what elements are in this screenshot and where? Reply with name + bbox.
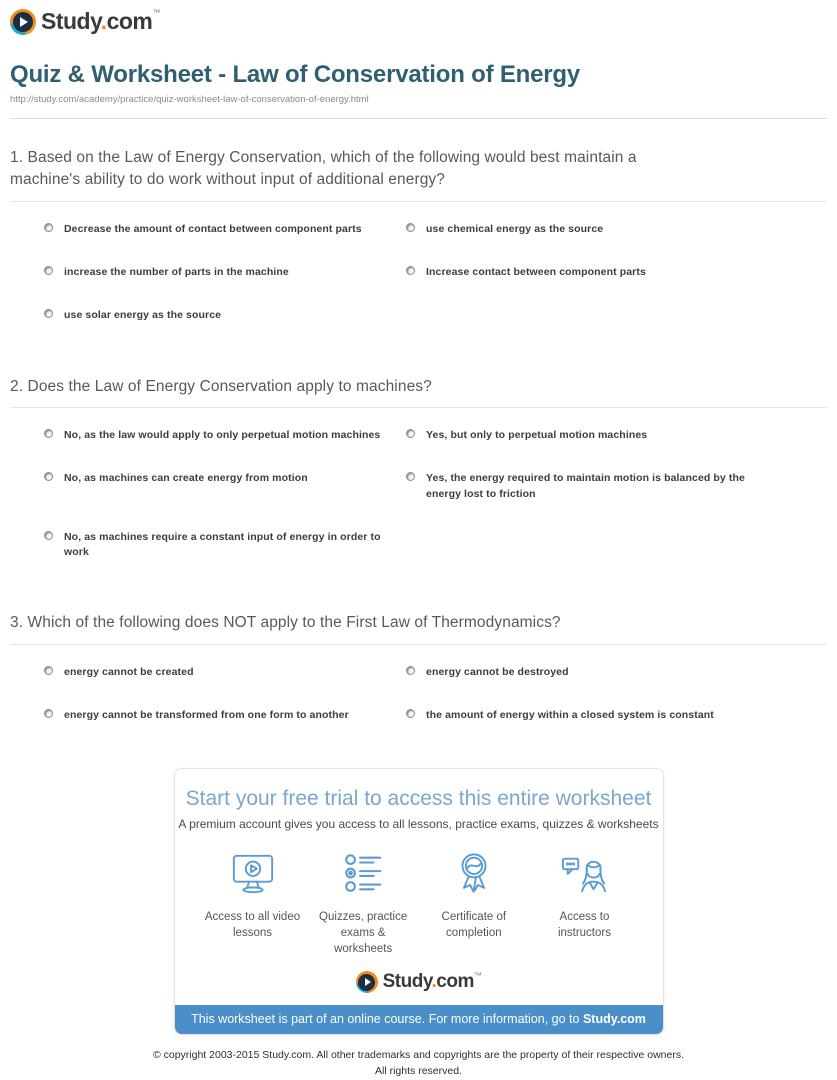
radio-button-icon[interactable] [406,666,415,675]
free-trial-card [174,768,664,1035]
copyright-line-2: All rights reserved. [375,1065,462,1078]
answer-option[interactable] [406,265,768,280]
study-logo-text: Study.com™ [41,8,160,34]
radio-button-icon[interactable] [44,472,53,481]
feature-quizzes [311,851,415,957]
answer-option[interactable] [44,222,406,237]
radio-button-icon[interactable] [44,429,53,438]
answer-option[interactable] [44,265,406,280]
play-circle-icon [356,971,378,993]
answer-options [44,665,827,723]
feature-list [175,831,663,957]
question-2 [10,376,827,561]
option-label: No, as machines require a constant input of energy in order to work [64,530,381,558]
option-label: Yes, the energy required to maintain motion is balanced by the energy lost to friction [426,472,745,500]
monitor-play-icon [230,851,276,902]
option-label: increase the number of parts in the machine [64,266,289,279]
feature-certificate [422,851,526,957]
question-3 [10,612,827,723]
option-label: No, as machines can create energy from motion [64,472,308,485]
answer-option[interactable] [406,428,768,443]
radio-button-icon[interactable] [406,472,415,481]
option-label: energy cannot be transformed from one form to another [64,708,349,721]
course-info-banner [175,1005,663,1034]
answer-option[interactable] [44,708,406,723]
copyright-footer [10,1048,827,1080]
answer-option[interactable] [44,530,406,560]
play-circle-icon [10,9,36,35]
radio-button-icon[interactable] [44,266,53,275]
divider [10,201,827,202]
feature-label: Certificate of completion [441,911,507,940]
question-text: 1. Based on the Law of Energy Conservation, which of the following would best maintain a machine's ability to do work without input of additional energy? [10,149,637,189]
answer-options [44,428,827,560]
radio-button-icon[interactable] [44,666,53,675]
answer-option[interactable] [44,428,406,443]
option-label: Yes, but only to perpetual motion machines [426,429,648,442]
option-label: Increase contact between component parts [426,266,646,279]
answer-option[interactable] [406,471,768,501]
answer-option[interactable] [406,665,768,680]
certificate-ribbon-icon [451,851,497,902]
feature-label: Quizzes, practice exams & worksheets [319,911,408,956]
option-label: use solar energy as the source [64,309,222,322]
feature-label: Access to all video lessons [204,911,301,940]
feature-instructors [532,851,636,957]
free-trial-title[interactable]: Start your free trial to access this entire worksheet [185,787,652,811]
copyright-line-1: © copyright 2003-2015 Study.com. All other trademarks and copyrights are the property of their respective owners. [152,1049,685,1062]
feature-video-lessons [201,851,305,957]
question-text: 2. Does the Law of Energy Conservation apply to machines? [10,377,432,395]
radio-button-icon[interactable] [44,309,53,318]
option-label: the amount of energy within a closed system is constant [426,708,714,721]
banner-study-link[interactable]: Study.com [582,1012,646,1027]
radio-button-icon[interactable] [406,266,415,275]
study-logo-text: Study.com™ [382,971,482,993]
radio-button-icon[interactable] [44,531,53,540]
page-url: http://study.com/academy/practice/quiz-worksheet-law-of-conservation-of-energy.html [10,94,369,105]
option-label: Decrease the amount of contact between component parts [64,222,362,235]
radio-button-icon[interactable] [406,223,415,232]
free-trial-subtitle: A premium account gives you access to all lessons, practice exams, quizzes & worksheets [178,817,659,832]
radio-button-icon[interactable] [44,709,53,718]
question-1 [10,147,827,324]
radio-button-icon[interactable] [44,223,53,232]
option-label: use chemical energy as the source [426,222,604,235]
divider [10,118,827,119]
study-logo[interactable] [356,971,482,993]
study-logo[interactable] [10,8,160,35]
divider [10,644,827,645]
answer-option[interactable] [406,708,768,723]
question-text: 3. Which of the following does NOT apply to the First Law of Thermodynamics? [10,614,561,632]
radio-button-icon[interactable] [406,709,415,718]
option-label: No, as the law would apply to only perpetual motion machines [64,429,381,442]
answer-option[interactable] [406,222,768,237]
banner-text: This worksheet is part of an online course. For more information, go to [191,1012,583,1027]
answer-option[interactable] [44,308,406,323]
answer-options [44,222,827,324]
option-label: energy cannot be destroyed [426,665,569,678]
instructor-chat-icon [561,851,607,902]
checklist-icon [340,851,386,902]
answer-option[interactable] [44,665,406,680]
divider [10,407,827,408]
option-label: energy cannot be created [64,665,194,678]
answer-option[interactable] [44,471,406,486]
page-title: Quiz & Worksheet - Law of Conservation of Energy [10,61,581,88]
feature-label: Access to instructors [557,911,611,940]
radio-button-icon[interactable] [406,429,415,438]
